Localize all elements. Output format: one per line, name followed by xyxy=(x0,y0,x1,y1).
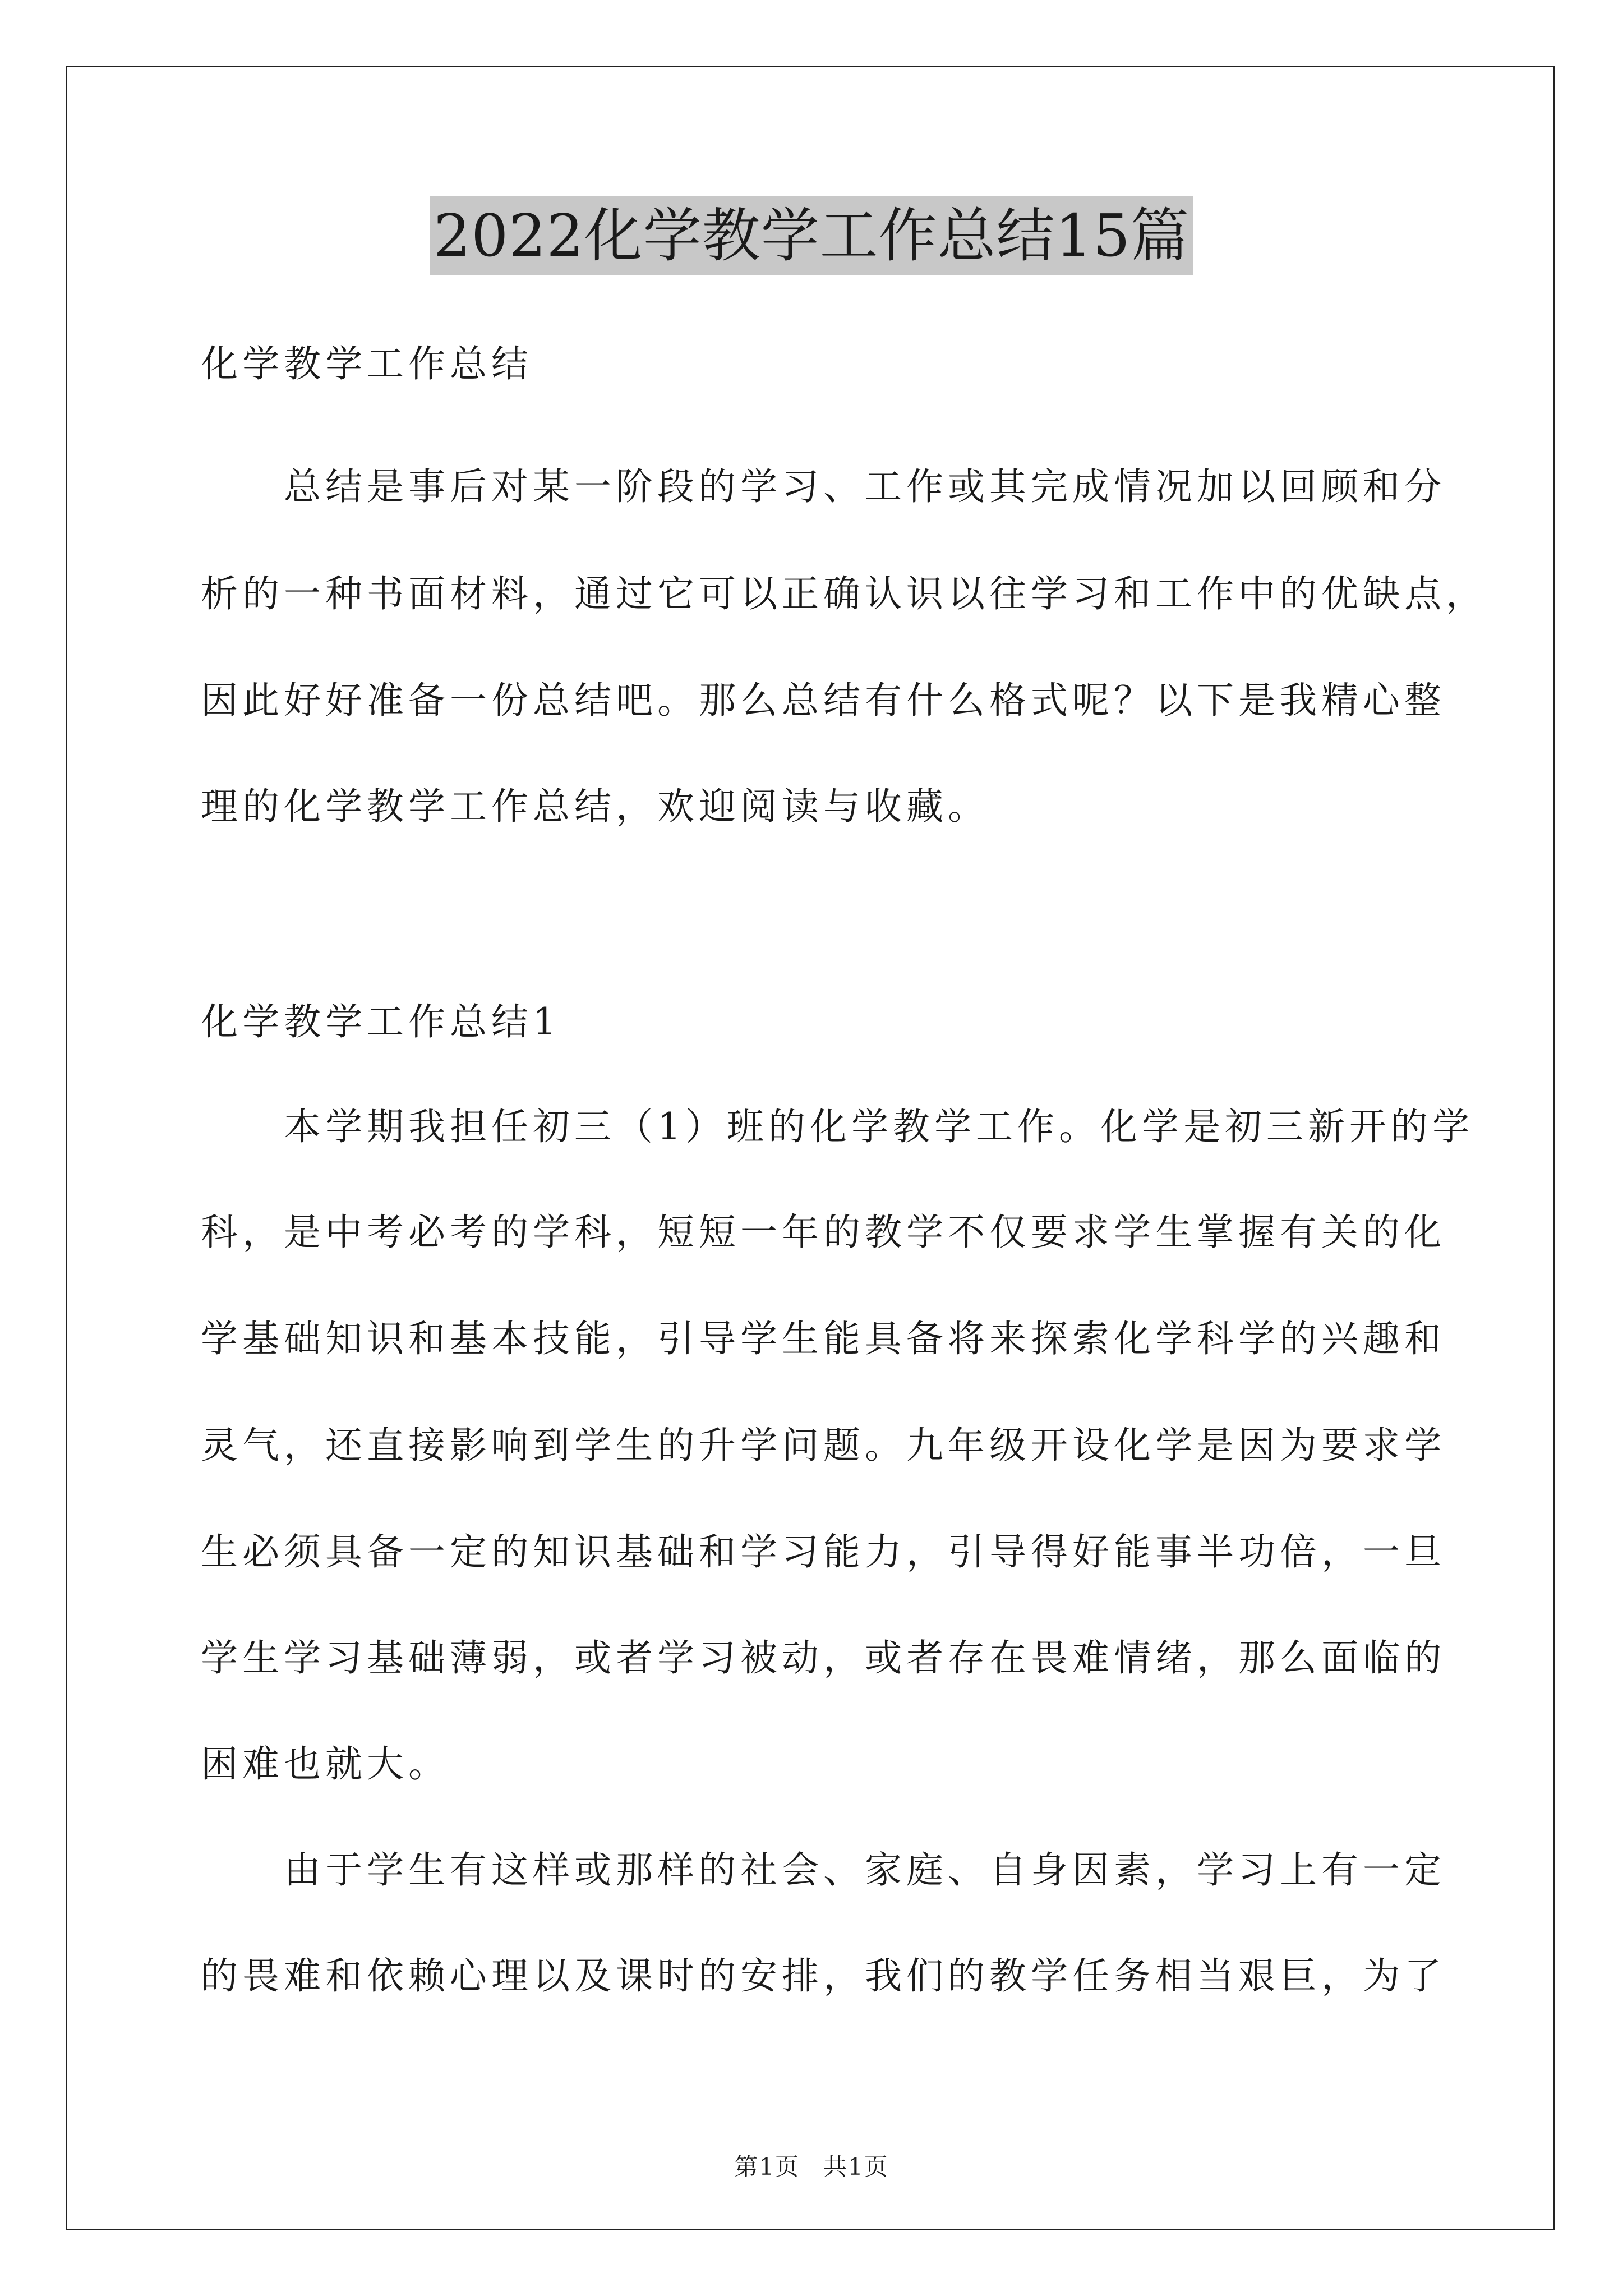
paragraph-line: 的畏难和依赖心理以及课时的安排，我们的教学任务相当艰巨，为了 xyxy=(201,1954,1446,1998)
paragraph-line: 本学期我担任初三（1）班的化学教学工作。化学是初三新开的学 xyxy=(284,1105,1474,1148)
intro-line: 总结是事后对某一阶段的学习、工作或其完成情况加以回顾和分 xyxy=(284,465,1446,508)
paragraph-line: 由于学生有这样或那样的社会、家庭、自身因素，学习上有一定 xyxy=(284,1848,1446,1892)
paragraph-line: 灵气，还直接影响到学生的升学问题。九年级开设化学是因为要求学 xyxy=(201,1424,1446,1467)
page-total: 共1页 xyxy=(823,2153,889,2180)
intro-line: 因此好好准备一份总结吧。那么总结有什么格式呢？以下是我精心整 xyxy=(201,679,1446,722)
intro-heading: 化学教学工作总结 xyxy=(201,342,533,385)
title-wrap xyxy=(0,196,1623,275)
paragraph-line: 生必须具备一定的知识基础和学习能力，引导得好能事半功倍，一旦 xyxy=(201,1530,1446,1573)
paragraph-line: 学生学习基础薄弱，或者学习被动，或者存在畏难情绪，那么面临的 xyxy=(201,1636,1446,1680)
paragraph-line: 科，是中考必考的学科，短短一年的教学不仅要求学生掌握有关的化 xyxy=(201,1211,1446,1254)
document-title: 2022化学教学工作总结15篇 xyxy=(430,196,1193,275)
intro-line: 理的化学教学工作总结，欢迎阅读与收藏。 xyxy=(201,785,989,828)
intro-line: 析的一种书面材料，通过它可以正确认识以往学习和工作中的优缺点， xyxy=(201,572,1487,615)
page-footer xyxy=(0,2153,1623,2181)
section-heading: 化学教学工作总结1 xyxy=(201,1000,561,1043)
paragraph-line: 学基础知识和基本技能，引导学生能具备将来探索化学科学的兴趣和 xyxy=(201,1317,1446,1360)
page-number: 第1页 xyxy=(734,2153,800,2180)
paragraph-line: 困难也就大。 xyxy=(201,1742,450,1786)
